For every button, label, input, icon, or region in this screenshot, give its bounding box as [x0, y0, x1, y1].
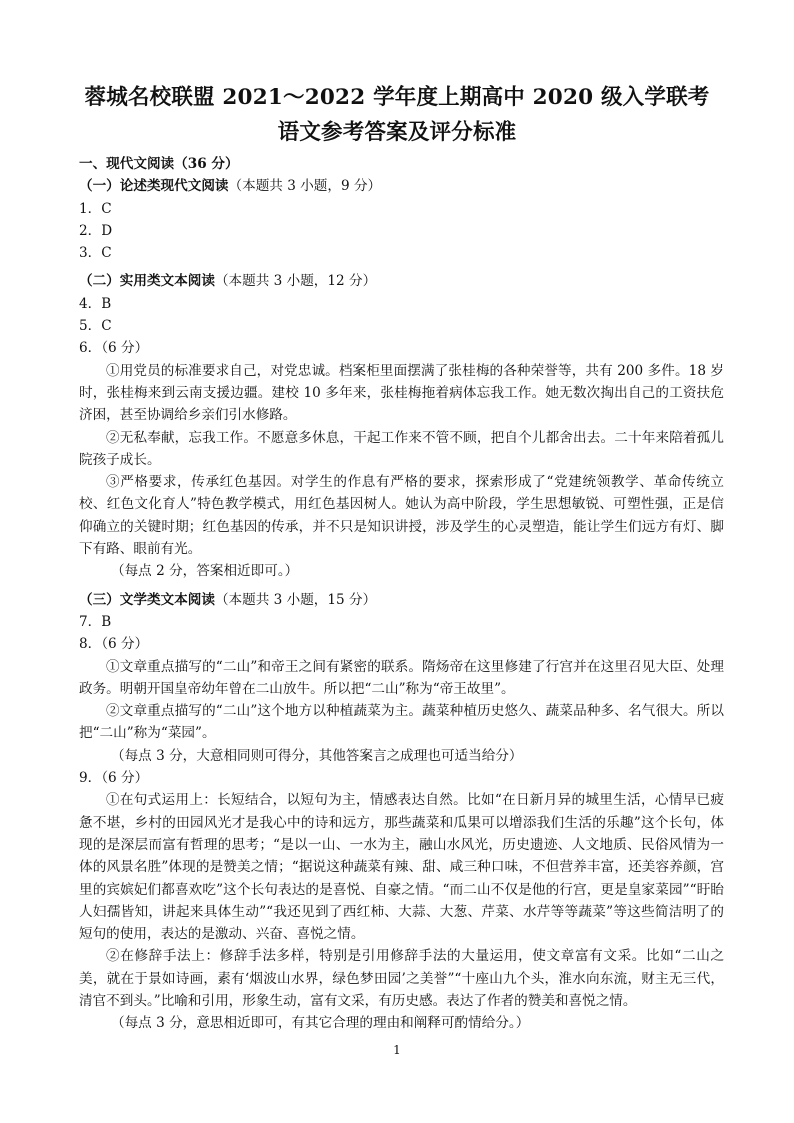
answer-3: 3．C [79, 245, 112, 262]
q6-scoring-note: （每点 2 分，答案相近即可。） [111, 563, 299, 580]
part2-heading-note: （本题共 3 小题，12 分） [214, 273, 377, 290]
answer-1: 1．C [79, 200, 112, 217]
document-body [79, 153, 724, 1035]
part3-heading: （三）文学类文本阅读 [79, 591, 215, 608]
q8-label: 8．（6 分） [79, 636, 149, 653]
q8-scoring-note: （每点 3 分，大意相同则可得分，其他答案言之成理也可适当给分） [111, 747, 523, 764]
page-number: 1 [393, 1043, 401, 1057]
part1-heading-row [79, 175, 724, 197]
q6-point-2: ②无私奉献，忘我工作。不愿意多休息，干起工作来不管不顾，把自个儿都舍出去。二十年来陪着孤儿院孩子成长。 [79, 429, 724, 468]
part1-heading-note: （本题共 3 小题，9 分） [228, 178, 382, 195]
answer-7: 7．B [79, 613, 112, 630]
document-subtitle: 语文参考答案及评分标准 [277, 120, 517, 145]
part1-heading: （一）论述类现代文阅读 [79, 178, 229, 195]
q6-label: 6．（6 分） [79, 340, 149, 357]
section-heading: 一、现代文阅读（36 分） [79, 156, 239, 172]
q8-point-1: ①文章重点描写的“二山”和帝王之间有紧密的联系。隋炀帝在这里修建了行宫并在这里召见大臣、处理政务。明朝开国皇帝幼年曾在二山放牛。所以把“二山”称为“帝王故里”。 [79, 658, 724, 697]
part3-heading-note: （本题共 3 小题，15 分） [214, 591, 377, 608]
answer-4: 4．B [79, 295, 112, 312]
q9-label: 9．（6 分） [79, 770, 149, 787]
document-title: 蓉城名校联盟 2021～2022 学年度上期高中 2020 级入学联考 [84, 85, 710, 110]
answer-2: 2．D [79, 222, 113, 239]
part2-heading-row [79, 270, 724, 292]
q6-point-1: ①用党员的标准要求自己，对党忠诚。档案柜里面摆满了张桂梅的各种荣誉等，共有 200 多件。18 岁时，张桂梅来到云南支援边疆。建校 10 多年来，张桂梅拖着病体忘我工作。她无数次掏出自己的工资扶危济困，甚至协调给乡亲们引水修路。 [79, 362, 724, 424]
q9-scoring-note: （每点 3 分，意思相近即可，有其它合理的理由和阐释可酌情给分。） [111, 1015, 530, 1032]
q8-point-2: ②文章重点描写的“二山”这个地方以种植蔬菜为主。蔬菜种植历史悠久、蔬菜品种多、名气很大。所以把“二山”称为“菜园”。 [79, 703, 724, 742]
part2-heading: （二）实用类文本阅读 [79, 273, 215, 290]
q6-point-3: ③严格要求，传承红色基因。对学生的作息有严格的要求，探索形成了“党建统领教学、革命传统立校、红色文化育人”特色教学模式，用红色基因树人。她认为高中阶段，学生思想敏锐、可塑性强，正是信仰确立的关键时期；红色基因的传承，并不只是知识讲授，涉及学生的心灵塑造，能让学生们远方有灯、脚下有路、眼前有光。 [79, 474, 724, 558]
answer-5: 5．C [79, 318, 112, 335]
part3-heading-row [79, 589, 724, 611]
q9-point-2: ②在修辞手法上：修辞手法多样，特别是引用修辞手法的大量运用，使文章富有文采。比如“二山之美，就在于景如诗画，素有‘烟波山水界，绿色梦田园’之美誉”“十座山九个头，淮水向东流，财主无三代，清官不到头。”比喻和引用，形象生动，富有文采，有历史感。表达了作者的赞美和喜悦之情。 [79, 948, 724, 1009]
q9-point-1: ①在句式运用上：长短结合，以短句为主，情感表达自然。比如“在日新月异的城里生活，心情早已疲惫不堪，乡村的田园风光才是我心中的诗和远方，那些蔬菜和瓜果可以增添我们生活的乐趣”这个长句，体现的是深层而富有哲理的思考；“是以一山、一水为主，融山水风光，历史遗迹、人文地质、民俗风情为一体的风景名胜”体现的是赞美之情；“据说这种蔬菜有辣、甜、咸三种口味，不但营养丰富，还美容养颜，宫里的宾嫔妃们都喜欢吃”这个长句表达的是喜悦、自豪之情。“而二山不仅是他的行宫，更是皇家菜园”“盱眙人妇孺皆知，讲起来具体生动”“我还见到了西红柿、大蒜、大葱、芹菜、水芹等等蔬菜”等这些简洁明了的短句的使用，表达的是激动、兴奋、喜悦之情。 [79, 792, 724, 943]
